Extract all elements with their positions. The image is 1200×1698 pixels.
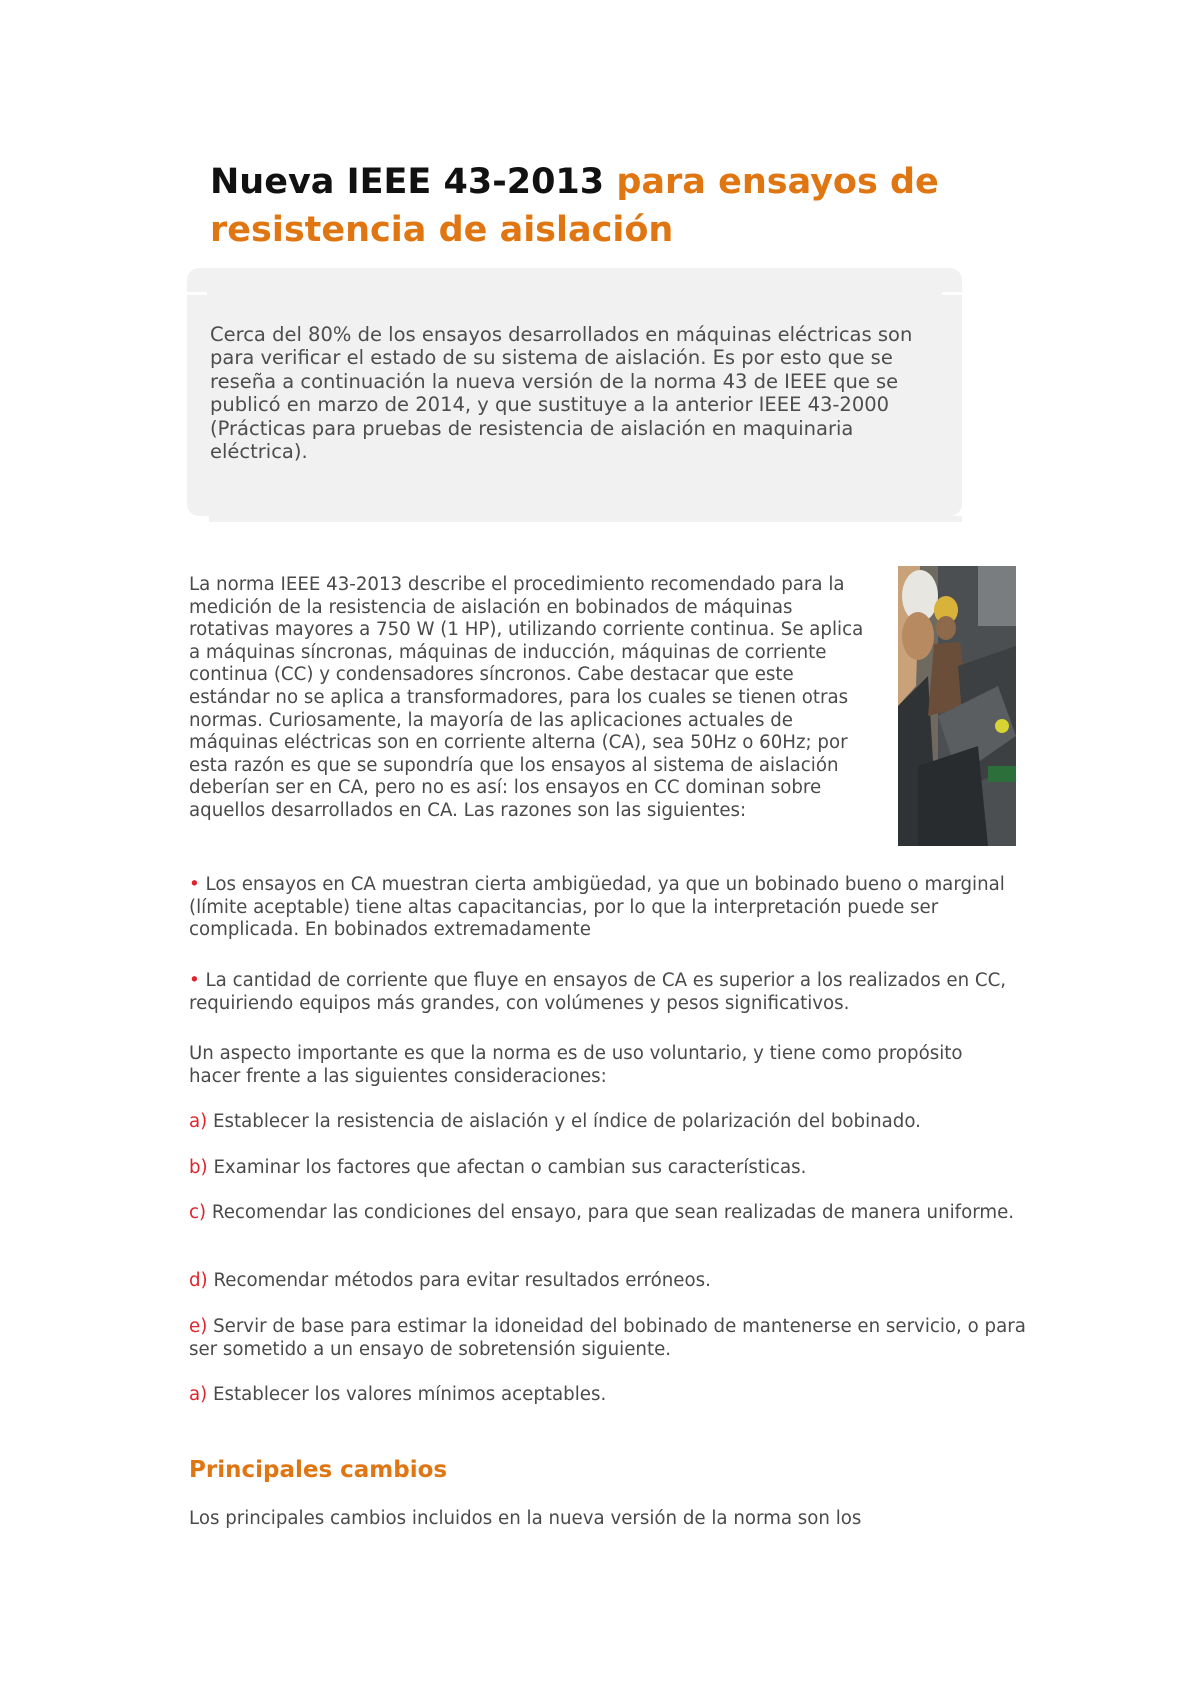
technician-photo <box>898 566 1016 846</box>
article-title <box>210 158 970 254</box>
bullet-text: La cantidad de corriente que fluye en ensayos de CA es superior a los realizados en CC, requiriendo equipos más grandes, con volúmenes y pesos significativos. <box>189 970 1007 1014</box>
closing-paragraph: Los principales cambios incluidos en la nueva versión de la norma son los <box>189 1508 862 1529</box>
item-marker: e) <box>189 1316 208 1337</box>
section-heading: Principales cambios <box>189 1457 448 1483</box>
item-text: Recomendar métodos para evitar resultados erróneos. <box>213 1270 711 1291</box>
consideration-item <box>189 1202 1039 1225</box>
item-marker: a) <box>189 1111 208 1132</box>
item-marker: a) <box>189 1384 208 1405</box>
summary-box <box>187 268 962 516</box>
item-text: Servir de base para estimar la idoneidad del bobinado de mantenerse en servicio, o para ser sometido a un ensayo de sobretensión siguiente. <box>189 1316 1026 1360</box>
item-text: Recomendar las condiciones del ensayo, para que sean realizadas de manera uniforme. <box>211 1202 1015 1223</box>
bullet-item <box>189 970 1019 1015</box>
summary-box-bottom-strip <box>209 516 962 522</box>
consideration-item <box>189 1270 1039 1293</box>
item-marker: d) <box>189 1270 208 1291</box>
technician-photo-illustration <box>898 566 1016 846</box>
consideration-item <box>189 1111 1039 1134</box>
consideration-item <box>189 1157 1039 1180</box>
item-marker: c) <box>189 1202 207 1223</box>
aspect-paragraph: Un aspecto importante es que la norma es de uso voluntario, y tiene como propósito hacer frente a las siguientes consideraciones: <box>189 1043 963 1087</box>
summary-box-notch-right <box>942 292 962 295</box>
item-text: Establecer la resistencia de aislación y el índice de polarización del bobinado. <box>213 1111 921 1132</box>
title-black-part: Nueva IEEE 43-2013 <box>210 162 605 202</box>
summary-box-notch-left <box>187 292 207 295</box>
item-text: Examinar los factores que afectan o cambian sus características. <box>213 1157 807 1178</box>
consideration-item <box>189 1316 1039 1361</box>
item-text: Establecer los valores mínimos aceptables. <box>213 1384 607 1405</box>
bullet-marker: • <box>189 874 200 895</box>
title-orange-part: para ensayos de resistencia de aislación <box>210 162 939 250</box>
bullet-text: Los ensayos en CA muestran cierta ambigüedad, ya que un bobinado bueno o marginal (límite aceptable) tiene altas capacitancias, por lo que la interpretación puede ser complicada. En bobinados extremadamente <box>189 874 1005 941</box>
intro-paragraph: La norma IEEE 43-2013 describe el procedimiento recomendado para la medición de la resistencia de aislación en bobinados de máquinas rotativas mayores a 750 W (1 HP), utilizando corriente continua. Se aplica a máquinas síncronas, máquinas de inducción, máquinas de corriente continua (CC) y condensadores síncronos. Cabe destacar que este estándar no se aplica a transformadores, para los cuales se tienen otras normas. Curiosamente, la mayoría de las aplicaciones actuales de máquinas eléctricas son en corriente alterna (CA), sea 50Hz o 60Hz; por esta razón es que se supondría que los ensayos al sistema de aislación deberían ser en CA, pero no es así: los ensayos en CC dominan sobre aquellos desarrollados en CA. Las razones son las siguientes: <box>189 574 864 821</box>
bullet-item <box>189 874 1019 942</box>
summary-text: Cerca del 80% de los ensayos desarrollados en máquinas eléctricas son para verificar el estado de su sistema de aislación. Es por esto que se reseña a continuación la nueva versión de la norma 43 de IEEE que se publicó en marzo de 2014, y que sustituye a la anterior IEEE 43-2000 (Prácticas para pruebas de resistencia de aislación en maquinaria eléctrica). <box>210 323 913 464</box>
consideration-item <box>189 1384 1039 1407</box>
bullet-marker: • <box>189 970 200 991</box>
item-marker: b) <box>189 1157 208 1178</box>
